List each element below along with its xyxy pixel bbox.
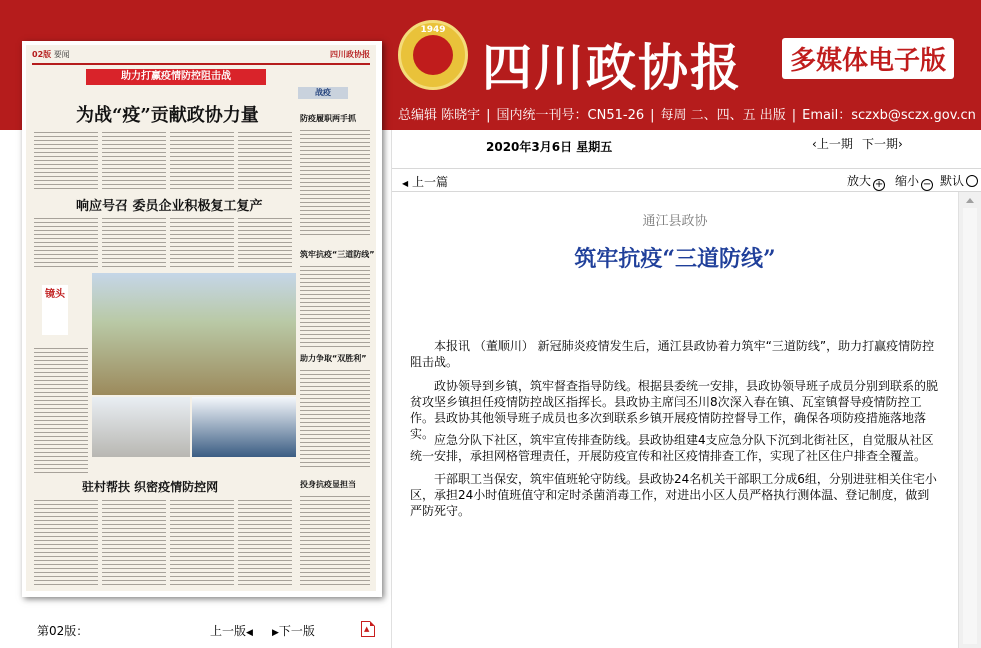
farm-photo <box>92 273 296 395</box>
meeting-photo <box>92 397 190 457</box>
article-source: 通江县政协 <box>642 214 708 229</box>
text-column <box>34 215 98 267</box>
text-column <box>238 497 292 587</box>
edition-label: 多媒体电子版 <box>782 38 954 79</box>
text-column <box>170 497 234 587</box>
emblem-inner <box>413 35 453 75</box>
zoom-in-button[interactable] <box>847 172 885 191</box>
staff-photo <box>192 397 296 457</box>
prev-article-link[interactable] <box>402 173 448 190</box>
email-info: Email：sczxb@sczx.gov.cn <box>802 108 976 123</box>
next-page-link[interactable] <box>272 622 315 639</box>
prev-page-label: 上一版 <box>210 624 247 638</box>
plus-icon: + <box>874 179 884 190</box>
prev-issue-link[interactable]: ‹上一期 <box>812 137 853 151</box>
zoom-default-label: 默认 <box>940 174 965 188</box>
thumb-tag: 战疫 <box>298 87 348 99</box>
schedule-info: 每周 二、四、五 出版 <box>660 108 786 123</box>
prev-page-link[interactable] <box>210 622 253 639</box>
scroll-thumb[interactable] <box>963 208 977 644</box>
issue-date: 2020年3月6日 星期五 <box>486 140 613 154</box>
newspaper-page[interactable] <box>26 45 376 591</box>
next-issue-label: 下一期 <box>862 137 899 151</box>
thumb-headline-2[interactable]: 响应号召 委员企业积极复工复产 <box>76 199 263 214</box>
masthead-info: 总编辑 陈晓宇 | 国内统一刊号：CN51-26 | 每周 二、四、五 出版 | Email：sczxb@sczx.gov.cn <box>398 108 976 123</box>
prev-article-label: 上一篇 <box>411 175 448 189</box>
text-column <box>102 215 166 267</box>
left-arrow-icon: ◀ <box>246 628 253 638</box>
thumb-shot-label: 镜头 <box>42 285 68 335</box>
thumb-side-2[interactable]: 筑牢抗疫“三道防线” <box>300 250 375 259</box>
text-column <box>34 345 88 475</box>
thumb-page-num: 02版 <box>32 50 52 59</box>
cppcc-emblem-icon <box>398 20 468 90</box>
text-column <box>102 497 166 587</box>
cn-info: 国内统一刊号：CN51-26 <box>496 108 645 123</box>
zoom-out-label: 缩小 <box>895 174 920 188</box>
emblem-year: 1949 <box>420 25 446 35</box>
next-issue-link[interactable]: 下一期› <box>862 137 903 151</box>
page-label: 第02版： <box>37 624 89 638</box>
next-page-label: 下一版 <box>278 624 315 638</box>
thumb-logo: 四川政协报 <box>330 50 370 59</box>
text-column <box>300 493 370 587</box>
page-header <box>32 49 370 65</box>
thumb-headline-3[interactable]: 驻村帮扶 织密疫情防控网 <box>82 480 219 494</box>
zoom-out-button[interactable] <box>895 172 933 191</box>
thumb-side-3[interactable]: 助力争取“双胜利” <box>300 354 367 363</box>
article-paragraph: 政协领导到乡镇，筑牢督查指导防线。根据县委统一安排，县政协领导班子成员分别到联系的脱贫攻坚乡镇担任疫情防控战区指挥长。县政协主席闫丕川8次深入春在镇、瓦室镇督导疫情防控工作。县政协其他领导班子成员也多次到联系乡镇开展疫情防控督导工作，确保各项防疫措施落地落实。 <box>410 379 939 441</box>
left-arrow-icon: ◀ <box>402 179 409 188</box>
article-paragraph: 干部职工当保安，筑牢值班轮守防线。县政协24名机关干部职工分成6组，分别进驻相关住宅小区，承担24小时值班值守和定时杀菌消毒工作，对进出小区人员严格执行测体温、登记制度，做到严防死守。 <box>410 472 937 518</box>
article-toolbar <box>392 168 981 192</box>
pdf-glyph: ▲ <box>364 625 370 633</box>
thumb-banner: 助力打赢疫情防控阻击战 <box>86 69 266 85</box>
article-title: 筑牢抗疫“三道防线” <box>574 246 776 272</box>
minus-icon: − <box>922 179 932 190</box>
article-body <box>392 192 958 648</box>
right-arrow-icon: ▶ <box>272 628 279 638</box>
circle-icon <box>966 175 978 187</box>
scroll-up-icon[interactable] <box>966 198 974 203</box>
thumb-headline-1[interactable]: 为战“疫”贡献政协力量 <box>76 105 259 126</box>
article-paragraph: 本报讯 （董顺川） 新冠肺炎疫情发生后，通江县政协着力筑牢“三道防线”，助力打赢疫情防控阻击战。 <box>410 339 935 369</box>
thumb-side-1[interactable]: 防疫履职两手抓 <box>300 114 356 123</box>
editor-info: 总编辑 陈晓宇 <box>398 108 481 123</box>
text-column <box>238 215 292 267</box>
pdf-download-icon[interactable] <box>361 621 375 637</box>
thumb-side-4[interactable]: 投身抗疫显担当 <box>300 480 356 489</box>
masthead-title: 四川政协报 <box>482 38 742 97</box>
pdf-fold <box>370 621 375 626</box>
text-column <box>34 497 98 587</box>
article-paragraph: 应急分队下社区，筑牢宣传排查防线。县政协组建4支应急分队下沉到北街社区，自觉服从社区统一安排，承担网格管理责任，开展防疫宣传和社区疫情排查工作，实现了社区住户排查全覆盖。 <box>410 433 934 463</box>
prev-issue-label: 上一期 <box>816 137 853 151</box>
page-thumbnail[interactable] <box>22 41 382 597</box>
text-column <box>300 263 370 349</box>
zoom-in-label: 放大 <box>847 174 872 188</box>
text-column <box>300 367 370 467</box>
thumb-section: 要闻 <box>53 50 70 59</box>
article-scrollbar[interactable] <box>958 192 981 648</box>
text-column <box>170 215 234 267</box>
zoom-default-button[interactable] <box>940 172 978 189</box>
issue-nav <box>0 130 981 164</box>
